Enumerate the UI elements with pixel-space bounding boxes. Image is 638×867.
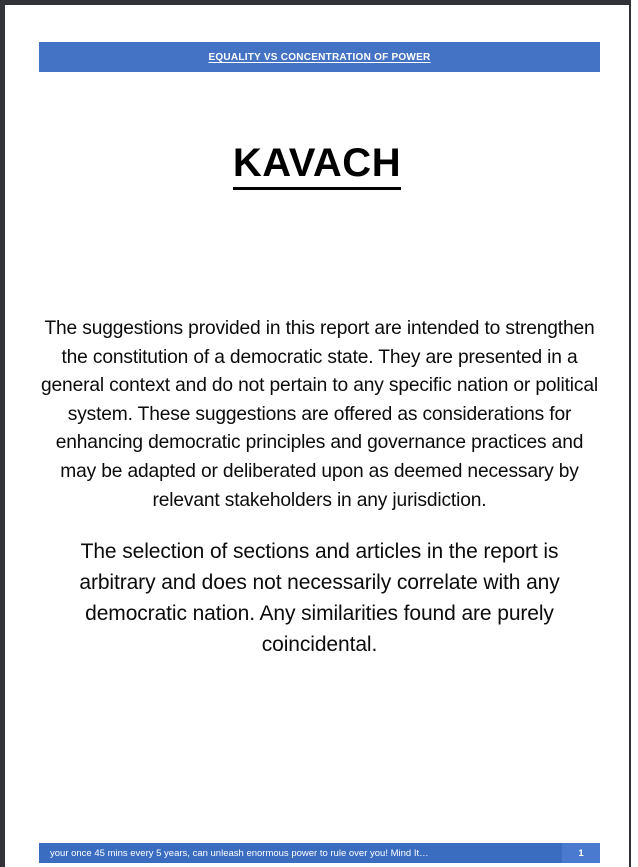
document-body: [39, 315, 600, 660]
window-chrome-right-margin: [631, 0, 638, 867]
body-paragraph-1: The suggestions provided in this report are intended to strengthen the constitution of a democratic state. They are presented in a general context and do not pertain to any specific nation or political system. These suggestions are offered as considerations for enhancing democratic principles and governance practices and may be adapted or deliberated upon as deemed necessary by relevant stakeholders in any jurisdiction.: [41, 318, 598, 511]
page-footer-banner: [39, 843, 600, 863]
page-footer-text: your once 45 mins every 5 years, can unleash enormous power to rule over you! Mind It…: [50, 847, 429, 859]
page-header-title: EQUALITY VS CONCENTRATION OF POWER: [208, 51, 431, 63]
document-page: [5, 5, 629, 867]
page-title: [5, 141, 629, 190]
body-paragraph-2: The selection of sections and articles in the report is arbitrary and does not necessarily correlate with any democratic nation. Any similarities found are purely coincidental.: [79, 540, 560, 657]
page-header-banner: [39, 42, 600, 72]
page-number-badge: 1: [562, 843, 600, 863]
page-title-text: KAVACH: [233, 141, 401, 190]
